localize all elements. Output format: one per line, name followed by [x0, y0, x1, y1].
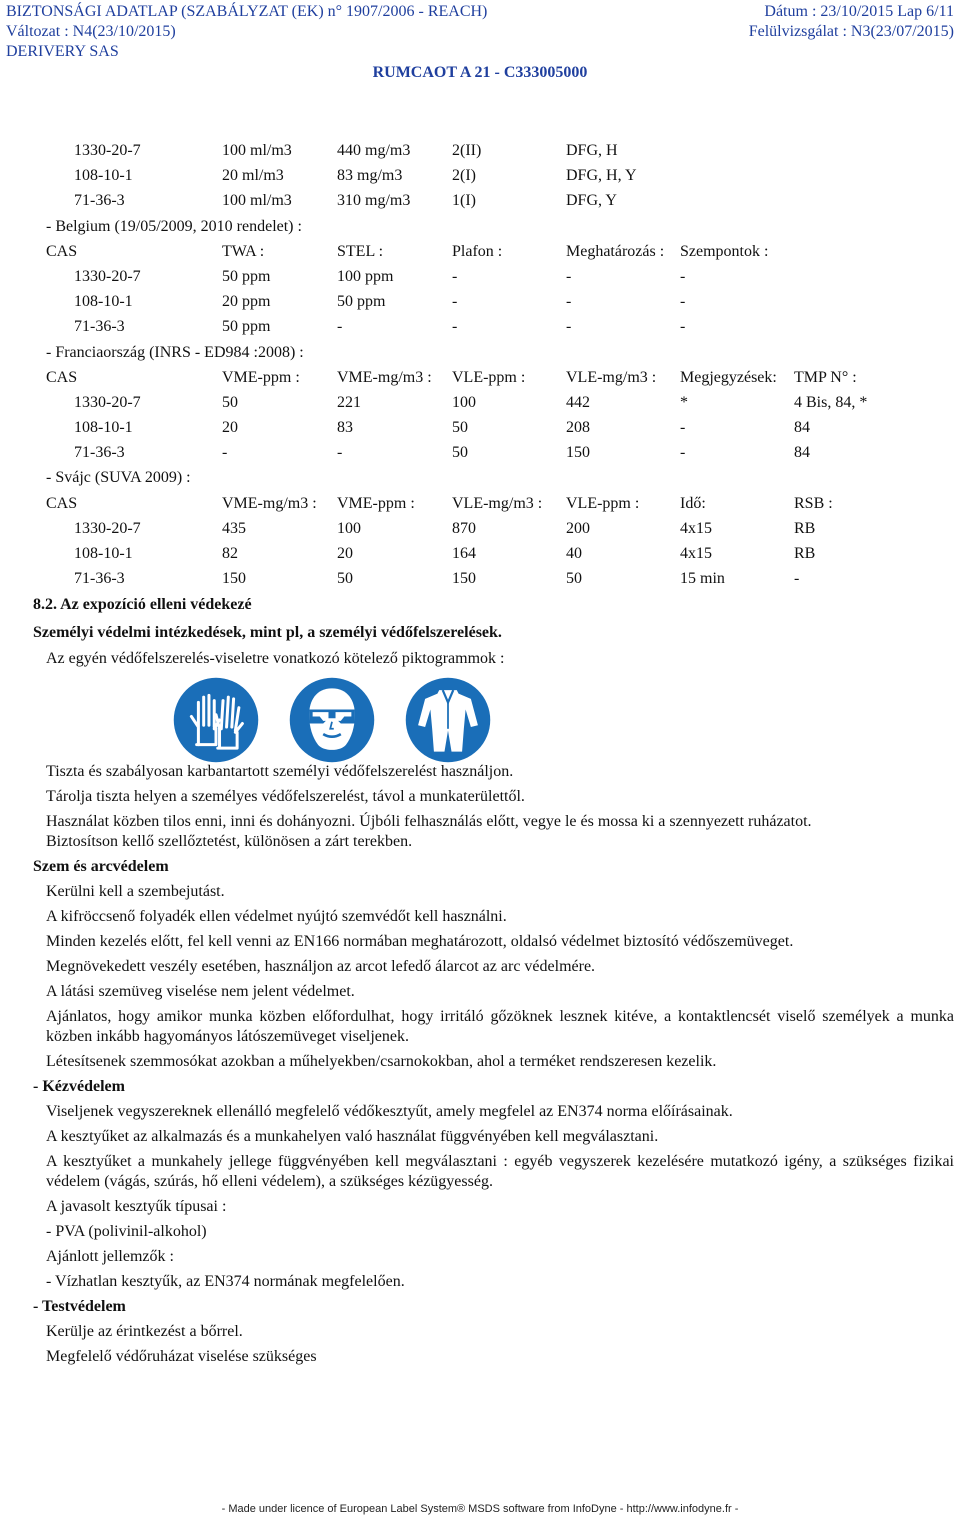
- paragraph: Megfelelő védőruházat viselése szükséges: [46, 1348, 317, 1365]
- table-cell: 870: [452, 519, 476, 537]
- table-row: [0, 289, 960, 314]
- table-cell: 164: [452, 545, 476, 562]
- table-cell: 150: [452, 570, 476, 588]
- table-cell: 150: [566, 444, 590, 462]
- version-label: Változat : N4(23/10/2015): [6, 23, 176, 40]
- table-cell: -: [222, 444, 228, 462]
- paragraph: Megnövekedett veszély esetében, használjon az arcot lefedő álarcot az arc védelmére.: [46, 958, 596, 975]
- column-header: CAS: [46, 494, 78, 512]
- table-row: [0, 440, 960, 465]
- column-header: Megjegyzések:: [680, 368, 777, 386]
- cas-cell: 1330-20-7: [74, 267, 141, 285]
- paragraph: Kerülni kell a szembejutást.: [46, 883, 225, 900]
- date-page-label: Dátum : 23/10/2015 Lap 6/11: [764, 3, 954, 20]
- table-cell: -: [680, 293, 686, 311]
- table-cell: 4x15: [680, 545, 712, 562]
- column-header: VME-ppm :: [222, 368, 300, 386]
- cas-cell: 108-10-1: [74, 419, 133, 437]
- table-cell: 100: [452, 393, 476, 411]
- table-cell: 50 ppm: [337, 293, 386, 311]
- table-cell: 40: [566, 545, 582, 562]
- region-title-france: [0, 340, 960, 365]
- table-row: [0, 415, 960, 440]
- table-cell: 100: [337, 519, 361, 537]
- section-title: 8.2. Az expozíció elleni védekezé: [33, 596, 252, 613]
- paragraph: Tiszta és szabályosan karbantartott személyi védőfelszerelést használjon.: [46, 763, 514, 780]
- table-header-row: [0, 491, 960, 516]
- column-header: RSB :: [794, 494, 833, 512]
- column-header: Szempontok :: [680, 242, 769, 260]
- paragraph: Létesítsenek szemmosókat azokban a műhelyekben/csarnokokban, ahol a terméket rendszeresen kezelik.: [46, 1053, 717, 1070]
- table-cell: 50: [452, 419, 468, 437]
- table-cell: -: [680, 444, 686, 462]
- paragraph: A kesztyűket az alkalmazás és a munkahelyen való használat függvényében kell megválasztani.: [46, 1128, 659, 1145]
- column-header: VME-mg/m3 :: [222, 494, 317, 512]
- region-title: - Franciaország (INRS - ED984 :2008) :: [46, 343, 304, 361]
- paragraph: Ajánlatos, hogy amikor munka közben előfordulhat, hogy irritáló gőzöknek lesznek kitéve, a kontaktlencsét viselő személyek a munka közben inkább hagyományos látószemüveget viseljenek.: [46, 1008, 954, 1045]
- table-cell: 200: [566, 519, 590, 537]
- column-header: VME-ppm :: [337, 494, 415, 512]
- table-cell: 50: [222, 393, 238, 411]
- table-cell: -: [337, 444, 343, 462]
- paragraph: Kerülje az érintkezést a bőrrel.: [46, 1323, 243, 1340]
- cas-cell: 71-36-3: [74, 192, 125, 210]
- table-cell: 15 min: [680, 570, 725, 588]
- column-header: VLE-mg/m3 :: [566, 368, 657, 386]
- table-cell: 100 ml/m3: [222, 192, 292, 210]
- cas-cell: 71-36-3: [74, 570, 125, 588]
- table-cell: 440 mg/m3: [337, 142, 411, 159]
- table-cell: -: [452, 293, 458, 311]
- table-cell: *: [680, 393, 688, 411]
- table-cell: 150: [222, 570, 246, 588]
- table-cell: RB: [794, 519, 816, 537]
- table-cell: 435: [222, 519, 246, 537]
- face-shield-goggles-icon: [288, 676, 376, 764]
- revision-label: Felülvizsgálat : N3(23/07/2015): [748, 23, 954, 40]
- table-cell: 2(II): [452, 142, 482, 159]
- column-header: Idő:: [680, 494, 706, 512]
- paragraph: A kesztyűket a munkahely jellege függvényében kell megválasztani : egyéb vegyszerek kezelésére mutatkozó igény, a szükséges fizikai védelem (vágás, szúrás, hő elleni védelem), a szükséges kézügyesség.: [46, 1153, 954, 1190]
- heading-body-protection: - Testvédelem: [33, 1298, 126, 1315]
- table-cell: DFG, H: [566, 142, 618, 159]
- table-row: [0, 138, 960, 163]
- paragraph: - PVA (polivinil-alkohol): [46, 1223, 207, 1240]
- product-name: RUMCAOT A 21 - C333005000: [372, 64, 588, 81]
- table-cell: 100 ml/m3: [222, 142, 292, 159]
- table-row: [0, 314, 960, 339]
- protective-suit-icon: [404, 676, 492, 764]
- table-cell: 442: [566, 393, 590, 411]
- table-cell: 50 ppm: [222, 318, 271, 336]
- column-header: TMP N° :: [794, 368, 857, 386]
- paragraph: Tárolja tiszta helyen a személyes védőfelszerelést, távol a munkaterülettől.: [46, 788, 525, 805]
- table-cell: 4x15: [680, 519, 712, 537]
- table-cell: 310 mg/m3: [337, 192, 411, 210]
- table-cell: DFG, Y: [566, 192, 617, 210]
- cas-cell: 1330-20-7: [74, 142, 141, 159]
- section-subtitle: Személyi védelmi intézkedések, mint pl, a személyi védőfelszerelések.: [33, 624, 502, 641]
- paragraph: Használat közben tilos enni, inni és dohányozni. Újbóli felhasználás előtt, vegye le és mossa ki a szennyezett ruházatot.: [46, 813, 812, 830]
- column-header: VME-mg/m3 :: [337, 368, 432, 386]
- paragraph: A javasolt kesztyűk típusai :: [46, 1198, 227, 1215]
- table-cell: -: [452, 267, 458, 285]
- table-cell: 100 ppm: [337, 267, 394, 285]
- cas-cell: 108-10-1: [74, 293, 133, 311]
- document-title: BIZTONSÁGI ADATLAP (SZABÁLYZAT (EK) n° 1907/2006 - REACH): [6, 3, 488, 20]
- paragraph: Viseljenek vegyszereknek ellenálló megfelelő védőkesztyűt, amely megfelel az EN374 norma előírásainak.: [46, 1103, 733, 1120]
- paragraph: A látási szemüveg viselése nem jelent védelmet.: [46, 983, 355, 1000]
- table-header-row: [0, 365, 960, 390]
- exposure-limits-table: [0, 138, 960, 591]
- ppe-pictograms: [172, 676, 492, 766]
- column-header: TWA :: [222, 242, 265, 260]
- table-cell: 208: [566, 419, 590, 437]
- table-row: [0, 264, 960, 289]
- region-title-belgium: [0, 214, 960, 239]
- table-cell: 20: [337, 545, 353, 562]
- column-header: Meghatározás :: [566, 242, 665, 260]
- table-cell: -: [794, 570, 800, 588]
- table-cell: -: [337, 318, 343, 336]
- table-cell: -: [566, 267, 572, 285]
- table-header-row: [0, 239, 960, 264]
- table-cell: 84: [794, 419, 810, 437]
- paragraph: Minden kezelés előtt, fel kell venni az EN166 normában meghatározott, oldalsó védelmet biztosító védőszemüveget.: [46, 933, 794, 950]
- table-cell: 2(I): [452, 167, 476, 185]
- gloves-icon: [172, 676, 260, 764]
- table-row: [0, 163, 960, 188]
- table-cell: 84: [794, 444, 810, 462]
- cas-cell: 1330-20-7: [74, 519, 141, 537]
- column-header: VLE-ppm :: [566, 494, 640, 512]
- cas-cell: 108-10-1: [74, 545, 133, 562]
- table-cell: 20: [222, 419, 238, 437]
- table-row: [0, 516, 960, 541]
- table-row: [0, 390, 960, 415]
- column-header: STEL :: [337, 242, 384, 260]
- table-cell: 20 ml/m3: [222, 167, 284, 185]
- cas-cell: 108-10-1: [74, 167, 133, 185]
- company-name: DERIVERY SAS: [6, 43, 119, 60]
- cas-cell: 1330-20-7: [74, 393, 141, 411]
- table-row: [0, 541, 960, 566]
- paragraph: - Vízhatlan kesztyűk, az EN374 normának megfelelően.: [46, 1273, 405, 1290]
- table-cell: -: [452, 318, 458, 336]
- column-header: CAS: [46, 242, 78, 260]
- table-cell: 50: [337, 570, 353, 588]
- table-cell: 50 ppm: [222, 267, 271, 285]
- table-cell: DFG, H, Y: [566, 167, 637, 185]
- table-cell: -: [566, 293, 572, 311]
- table-cell: 50: [566, 570, 582, 588]
- document-header-right: [749, 2, 954, 42]
- cas-cell: 71-36-3: [74, 318, 125, 336]
- pictogram-intro: Az egyén védőfelszerelés-viseletre vonatkozó kötelező piktogrammok :: [46, 650, 505, 667]
- table-row: [0, 566, 960, 591]
- heading-hand-protection: - Kézvédelem: [33, 1078, 125, 1095]
- region-title: - Belgium (19/05/2009, 2010 rendelet) :: [46, 217, 302, 235]
- table-cell: 83: [337, 419, 353, 437]
- table-cell: 83 mg/m3: [337, 167, 403, 185]
- heading-eye-protection: Szem és arcvédelem: [33, 858, 169, 875]
- table-cell: -: [680, 419, 686, 437]
- column-header: CAS: [46, 368, 78, 386]
- paragraph: Biztosítson kellő szellőztetést, különösen a zárt terekben.: [46, 833, 413, 850]
- table-cell: 4 Bis, 84, *: [794, 393, 868, 411]
- table-cell: RB: [794, 545, 816, 562]
- paragraph: Ajánlott jellemzők :: [46, 1248, 174, 1265]
- cas-cell: 71-36-3: [74, 444, 125, 462]
- column-header: VLE-ppm :: [452, 368, 526, 386]
- ppe-instructions: [0, 762, 960, 1367]
- document-header-left: [6, 2, 487, 62]
- table-cell: 50: [452, 444, 468, 462]
- table-cell: 221: [337, 393, 361, 411]
- region-title: - Svájc (SUVA 2009) :: [46, 469, 191, 487]
- paragraph: A kifröccsenő folyadék ellen védelmet nyújtó szemvédőt kell használni.: [46, 908, 507, 925]
- table-cell: 1(I): [452, 192, 476, 210]
- table-cell: -: [680, 267, 686, 285]
- page-footer: - Made under licence of European Label System® MSDS software from InfoDyne - http://www.infodyne.fr -: [221, 1503, 739, 1515]
- table-cell: -: [680, 318, 686, 336]
- table-cell: 82: [222, 545, 238, 562]
- region-title-switzerland: [0, 465, 960, 490]
- column-header: Plafon :: [452, 242, 503, 260]
- column-header: VLE-mg/m3 :: [452, 494, 543, 512]
- table-row: [0, 188, 960, 213]
- table-cell: 20 ppm: [222, 293, 271, 311]
- table-cell: -: [566, 318, 572, 336]
